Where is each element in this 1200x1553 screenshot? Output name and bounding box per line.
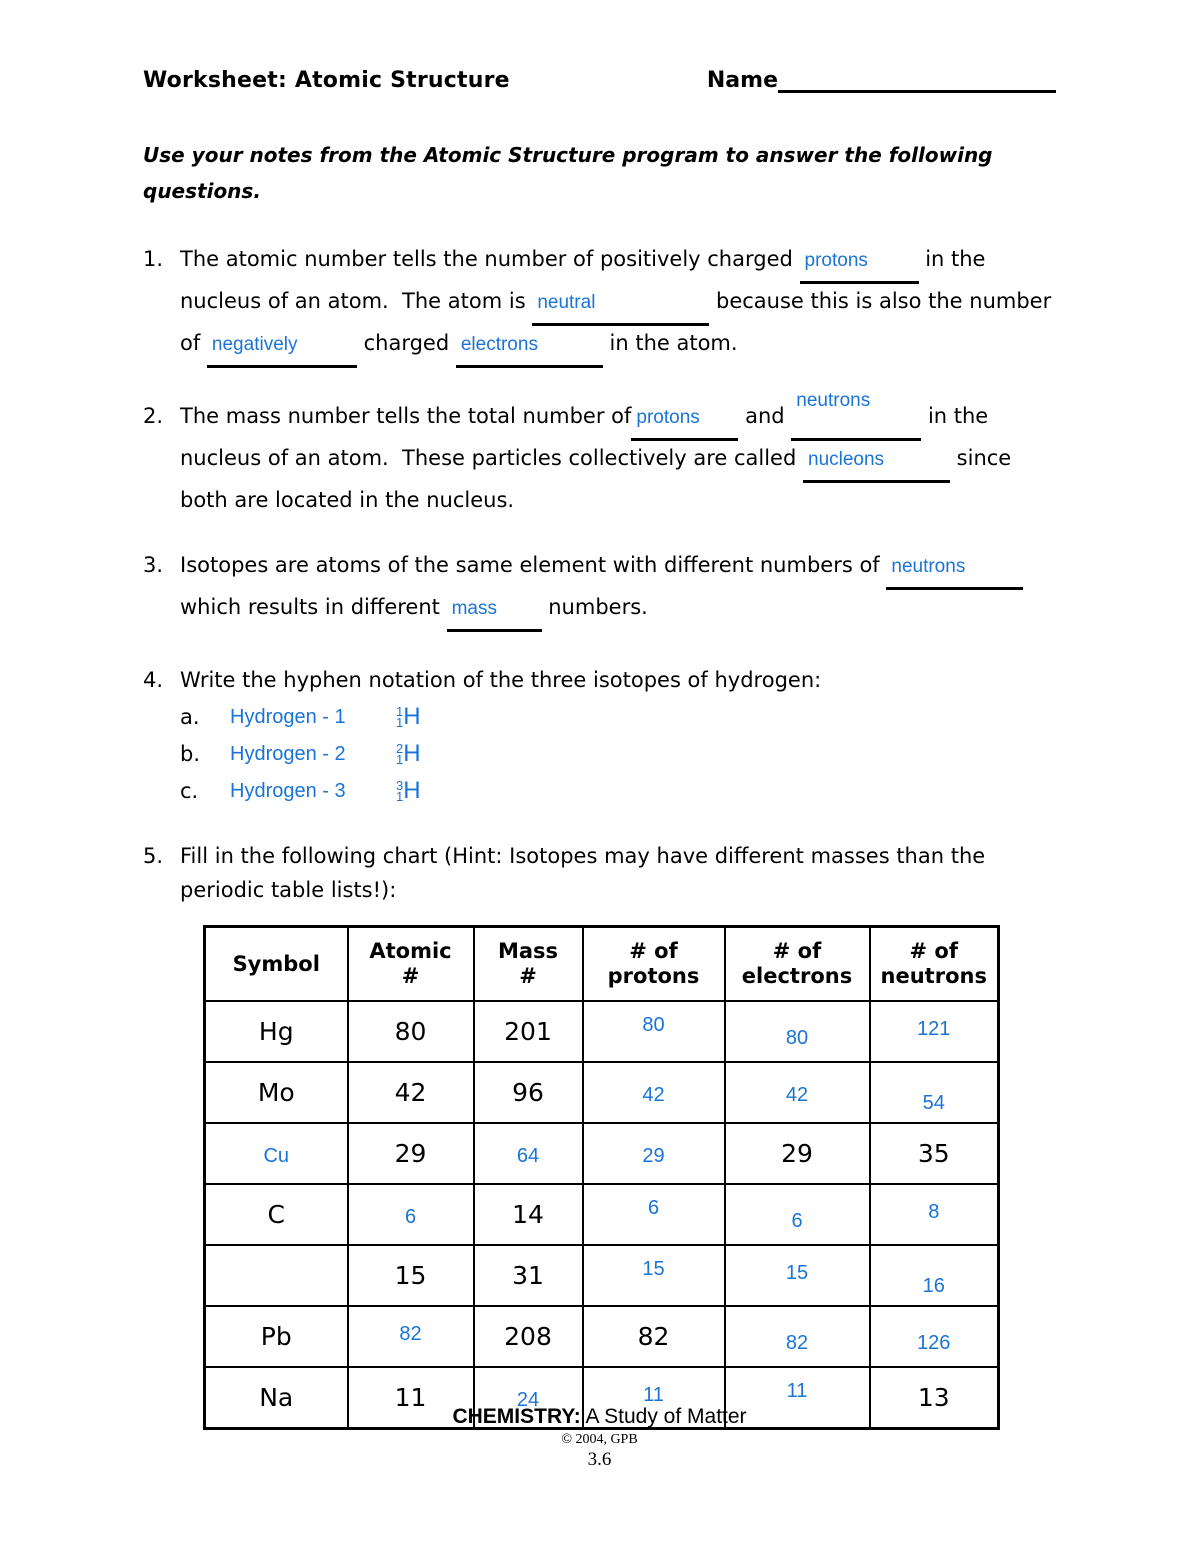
- cell-value: 80: [394, 1017, 427, 1046]
- cell-value: 35: [917, 1139, 950, 1168]
- name-field: [707, 66, 1056, 93]
- q3-text-seg: which results in different: [180, 553, 1031, 619]
- blank-protons: [800, 242, 919, 284]
- table-row-mo: [205, 1062, 999, 1123]
- cell-value: 64: [516, 1145, 540, 1167]
- answer-negatively: negatively: [211, 334, 298, 355]
- isotope-item-a: [180, 699, 1056, 734]
- cell-value: 42: [642, 1084, 665, 1106]
- instructions-text: Use your notes from the Atomic Structure program to answer the following questions.: [143, 143, 1000, 203]
- cell-value: 15: [642, 1258, 665, 1280]
- blank-protons-2: [631, 399, 738, 441]
- cell-value: 8: [928, 1201, 940, 1223]
- question-4-number: 4.: [143, 668, 164, 692]
- blank-neutral: [532, 284, 709, 326]
- q1-text-seg: The atomic number tells the number of positively charged: [180, 247, 800, 271]
- cell-value: 80: [642, 1014, 665, 1036]
- question-1-text: [180, 242, 1056, 368]
- cell-value: 6: [791, 1210, 803, 1232]
- cell-value: 11: [394, 1383, 427, 1412]
- cell-value: Mo: [257, 1078, 295, 1107]
- q1-text-seg: in the nucleus of an atom. The atom is: [180, 247, 993, 313]
- atomic-number: 1: [396, 751, 404, 767]
- cell-value: 13: [917, 1383, 950, 1412]
- question-2-text: [180, 390, 1056, 517]
- blank-neutrons: [791, 390, 921, 441]
- isotope-item-c: [180, 773, 1056, 808]
- cell-value: Pb: [260, 1322, 292, 1351]
- col-atomic-number: Atomic #: [348, 927, 474, 1002]
- table-row-blank: [205, 1245, 999, 1306]
- answer-mass: mass: [451, 598, 497, 619]
- page-footer: [143, 1405, 1056, 1471]
- cell-value: 24: [516, 1389, 540, 1411]
- cell-value: 6: [647, 1197, 660, 1219]
- mass-number: 2: [396, 740, 404, 756]
- col-neutrons: # of neutrons: [870, 927, 999, 1002]
- cell-value: 29: [394, 1139, 427, 1168]
- cell-value: 82: [785, 1332, 809, 1354]
- q1-text-seg: charged: [356, 331, 456, 355]
- blank-nucleons: [803, 441, 950, 483]
- answer-electrons: electrons: [460, 334, 538, 355]
- blank-mass: [447, 590, 542, 632]
- cell-value: 126: [917, 1332, 951, 1354]
- cell-value: 11: [643, 1384, 664, 1406]
- answer-neutrons: neutrons: [796, 390, 871, 411]
- mass-atomic-stack: [396, 740, 404, 767]
- cell-value: 15: [785, 1262, 809, 1284]
- item-a-label: a.: [180, 704, 200, 729]
- q2-text-seg: and: [738, 404, 792, 428]
- q2-text-seg: in the nucleus of an atom. These particles collectively are called: [180, 404, 995, 470]
- cell-value: 11: [786, 1380, 808, 1402]
- table-row-c: [205, 1184, 999, 1245]
- question-1-number: 1.: [143, 247, 164, 271]
- question-4-body: [180, 663, 1056, 808]
- cell-value: 96: [512, 1078, 544, 1107]
- element-symbol: H: [403, 702, 421, 730]
- cell-value: 16: [922, 1275, 945, 1297]
- mass-atomic-stack: [396, 777, 404, 804]
- series-title-rest: A Study of Matter: [580, 1405, 747, 1428]
- question-2: [143, 390, 1056, 517]
- question-5-number: 5.: [143, 844, 164, 868]
- cell-value: 208: [504, 1322, 552, 1351]
- col-electrons: # of electrons: [725, 927, 870, 1002]
- name-label: Name: [706, 68, 778, 93]
- cell-value: 121: [917, 1018, 951, 1040]
- q3-text-seg: numbers.: [541, 595, 648, 619]
- question-3-number: 3.: [143, 553, 164, 577]
- item-b-label: b.: [180, 741, 201, 766]
- isotope-chart: [203, 925, 1000, 1430]
- cell-value: C: [267, 1200, 285, 1229]
- isotope-notation-h3: [396, 776, 421, 804]
- question-1: [143, 242, 1056, 368]
- atomic-number: 1: [396, 788, 404, 804]
- col-mass-number: Mass #: [474, 927, 583, 1002]
- cell-value: Cu: [263, 1145, 290, 1167]
- col-symbol: Symbol: [205, 927, 348, 1002]
- answer-protons-2: protons: [636, 407, 700, 428]
- answer-neutral: neutral: [537, 292, 596, 313]
- cell-value: Na: [259, 1383, 294, 1412]
- question-2-number: 2.: [143, 404, 164, 428]
- q3-text-seg: Isotopes are atoms of the same element with different numbers of: [180, 553, 887, 577]
- item-a-answer: Hydrogen - 1: [230, 705, 346, 728]
- cell-value: 201: [504, 1017, 552, 1046]
- cell-value: 29: [642, 1145, 665, 1167]
- element-symbol: H: [403, 776, 421, 804]
- series-title: [143, 1405, 1056, 1429]
- cell-value: 82: [399, 1323, 422, 1345]
- cell-value: 14: [512, 1200, 544, 1229]
- q1-text-seg: in the atom.: [602, 331, 738, 355]
- mass-number: 3: [396, 777, 404, 793]
- question-3: [143, 548, 1056, 632]
- question-3-text: [180, 548, 1056, 632]
- question-4-text: Write the hyphen notation of the three isotopes of hydrogen:: [180, 668, 822, 692]
- item-c-answer: Hydrogen - 3: [230, 779, 346, 802]
- cell-value: 42: [394, 1078, 427, 1107]
- page-number: 3.6: [587, 1449, 612, 1470]
- cell-value: 82: [637, 1322, 670, 1351]
- atomic-number: 1: [396, 714, 404, 730]
- series-title-bold: CHEMISTRY:: [452, 1405, 581, 1428]
- item-b-answer: Hydrogen - 2: [230, 742, 346, 765]
- cell-value: Hg: [258, 1017, 294, 1046]
- cell-value: 31: [512, 1261, 544, 1290]
- cell-value: 80: [785, 1027, 809, 1049]
- answer-nucleons: nucleons: [808, 449, 885, 470]
- q2-text-seg: The mass number tells the total number of: [180, 404, 632, 428]
- q1-text-seg: because this is also the number of: [180, 289, 1058, 355]
- question-5: [143, 839, 1056, 907]
- page-title: Worksheet: Atomic Structure: [143, 68, 510, 93]
- blank-negatively: [207, 326, 357, 368]
- cell-value: 15: [394, 1261, 427, 1290]
- question-4: [143, 663, 1056, 808]
- worksheet-header: [143, 66, 1056, 93]
- table-row-hg: [205, 1001, 999, 1062]
- chart-header-row: [205, 927, 999, 1002]
- question-5-text: Fill in the following chart (Hint: Isotopes may have different masses than the periodic table lists!):: [180, 844, 992, 902]
- mass-atomic-stack: [396, 703, 404, 730]
- blank-neutrons-3: [886, 548, 1023, 590]
- cell-value: 42: [785, 1084, 809, 1106]
- mass-number: 1: [396, 703, 404, 719]
- isotope-notation-h1: [396, 702, 421, 730]
- table-row-pb: [205, 1306, 999, 1367]
- table-row-cu: [205, 1123, 999, 1184]
- blank-electrons: [456, 326, 603, 368]
- answer-protons: protons: [804, 250, 868, 271]
- cell-value: 29: [781, 1139, 813, 1168]
- cell-value: 54: [922, 1092, 945, 1114]
- name-blank-line: [778, 66, 1056, 93]
- isotope-notation-h2: [396, 739, 421, 767]
- element-symbol: H: [403, 739, 421, 767]
- copyright: © 2004, GPB: [561, 1432, 638, 1447]
- item-c-label: c.: [180, 778, 199, 803]
- answer-neutrons-3: neutrons: [891, 556, 966, 577]
- col-protons: # of protons: [583, 927, 725, 1002]
- cell-value: 6: [404, 1206, 417, 1228]
- q2-text-seg: since both are located in the nucleus.: [180, 446, 1018, 512]
- isotope-item-b: [180, 736, 1056, 771]
